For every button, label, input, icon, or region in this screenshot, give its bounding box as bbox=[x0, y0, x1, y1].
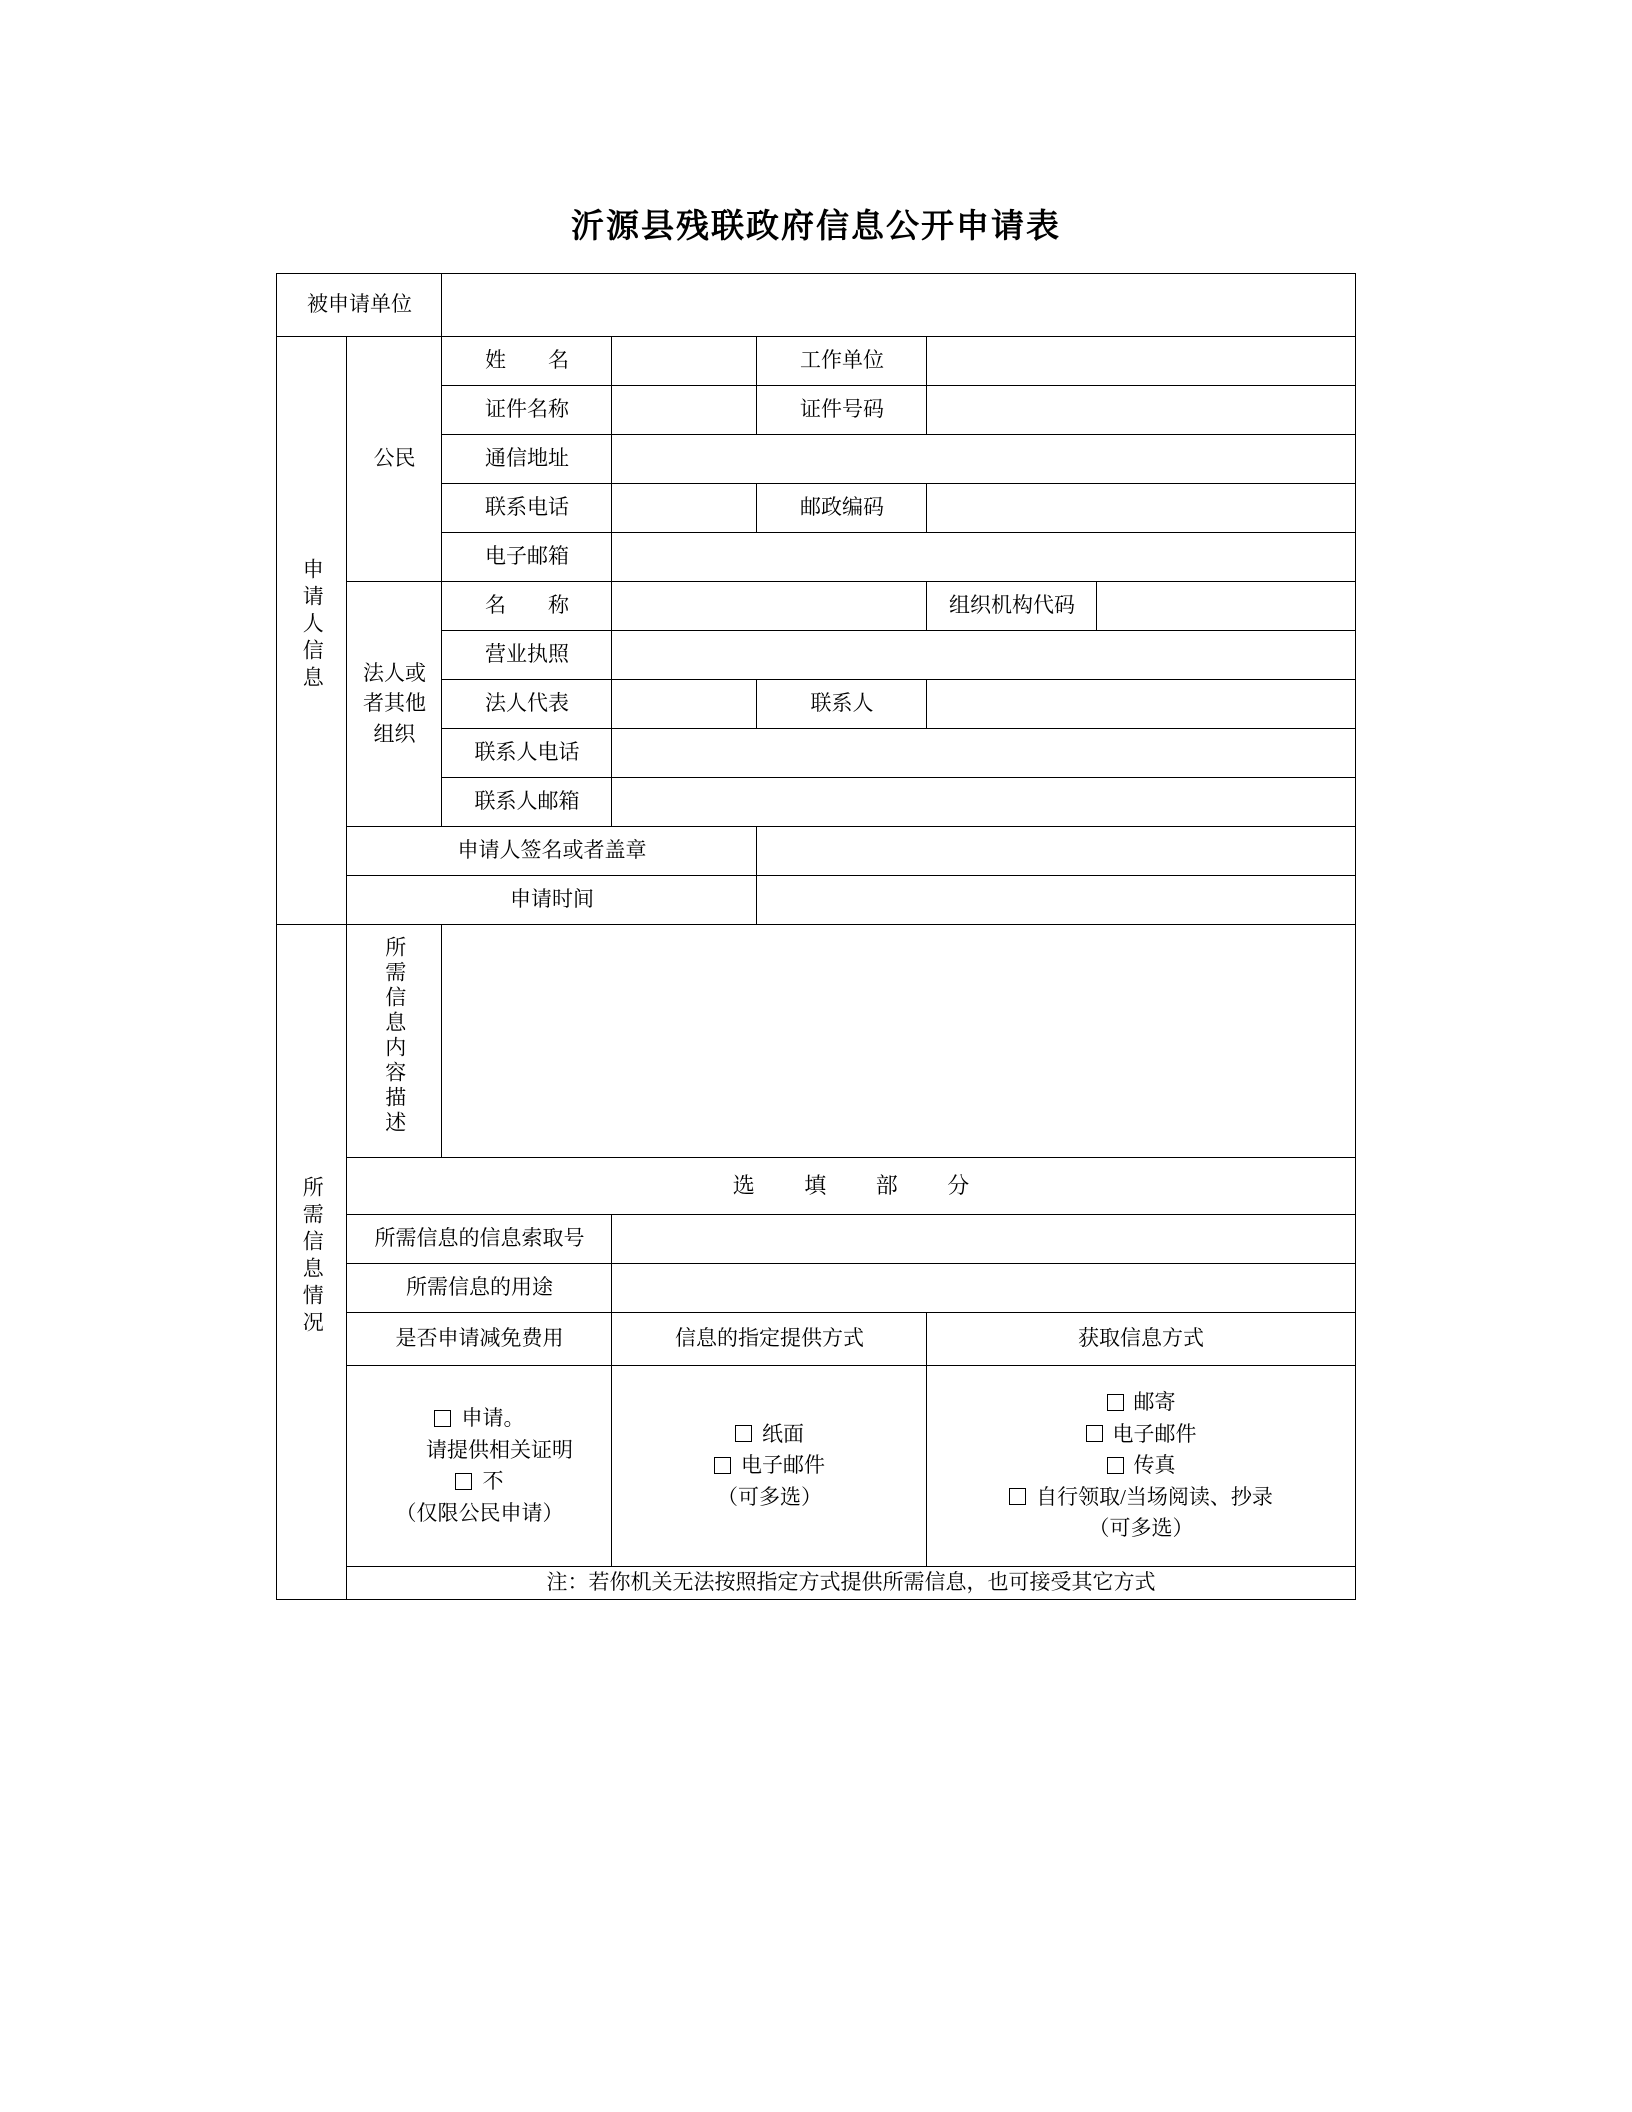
signature-label: 申请人签名或者盖章 bbox=[347, 827, 757, 876]
table-row bbox=[277, 1366, 1355, 1567]
fee-option-no[interactable]: 不 bbox=[353, 1466, 605, 1498]
table-row bbox=[277, 1158, 1355, 1215]
table-row bbox=[277, 827, 1355, 876]
checkbox-icon[interactable] bbox=[1009, 1488, 1026, 1505]
legal-contact-email-value[interactable] bbox=[612, 778, 1355, 827]
table-row bbox=[277, 1215, 1355, 1264]
table-row bbox=[277, 1313, 1355, 1366]
citizen-id-number-label: 证件号码 bbox=[757, 386, 927, 435]
index-no-value[interactable] bbox=[612, 1215, 1355, 1264]
legal-name-value[interactable] bbox=[612, 582, 927, 631]
citizen-phone-value[interactable] bbox=[612, 484, 757, 533]
information-disclosure-application-form bbox=[276, 273, 1355, 1600]
provide-option-email[interactable]: 电子邮件 bbox=[618, 1450, 920, 1482]
applied-unit-label: 被申请单位 bbox=[277, 274, 442, 337]
table-row bbox=[277, 1264, 1355, 1313]
citizen-postcode-value[interactable] bbox=[927, 484, 1355, 533]
citizen-postcode-label: 邮政编码 bbox=[757, 484, 927, 533]
page-title: 沂源县残联政府信息公开申请表 bbox=[571, 207, 1061, 244]
checkbox-icon[interactable] bbox=[714, 1457, 731, 1474]
legal-person-label: 法人或者其他组织 bbox=[347, 582, 442, 827]
apply-time-label: 申请时间 bbox=[347, 876, 757, 925]
citizen-name-label: 姓 名 bbox=[442, 337, 612, 386]
legal-contact-label: 联系人 bbox=[757, 680, 927, 729]
desc-label: 所需信息内容描述 bbox=[347, 925, 442, 1158]
legal-rep-value[interactable] bbox=[612, 680, 757, 729]
table-row bbox=[277, 1567, 1355, 1600]
legal-org-code-label: 组织机构代码 bbox=[927, 582, 1097, 631]
optional-section-title: 选 填 部 分 bbox=[347, 1158, 1355, 1215]
citizen-id-type-value[interactable] bbox=[612, 386, 757, 435]
fee-option-apply-note: 请提供相关证明 bbox=[425, 1437, 573, 1462]
obtain-column-header: 获取信息方式 bbox=[927, 1313, 1355, 1366]
legal-org-code-value[interactable] bbox=[1097, 582, 1355, 631]
citizen-label: 公民 bbox=[347, 337, 442, 582]
table-row bbox=[277, 925, 1355, 1158]
legal-license-label: 营业执照 bbox=[442, 631, 612, 680]
legal-contact-phone-label: 联系人电话 bbox=[442, 729, 612, 778]
checkbox-icon[interactable] bbox=[735, 1425, 752, 1442]
legal-contact-phone-value[interactable] bbox=[612, 729, 1355, 778]
legal-contact-email-label: 联系人邮箱 bbox=[442, 778, 612, 827]
applicant-info-label: 申请人信息 bbox=[277, 337, 347, 925]
obtain-options-group bbox=[927, 1366, 1355, 1567]
citizen-address-label: 通信地址 bbox=[442, 435, 612, 484]
provide-options-group bbox=[612, 1366, 927, 1567]
citizen-id-number-value[interactable] bbox=[927, 386, 1355, 435]
legal-rep-label: 法人代表 bbox=[442, 680, 612, 729]
legal-license-value[interactable] bbox=[612, 631, 1355, 680]
citizen-phone-label: 联系电话 bbox=[442, 484, 612, 533]
citizen-email-label: 电子邮箱 bbox=[442, 533, 612, 582]
citizen-email-value[interactable] bbox=[612, 533, 1355, 582]
apply-time-value[interactable] bbox=[757, 876, 1355, 925]
citizen-address-value[interactable] bbox=[612, 435, 1355, 484]
obtain-option-fax[interactable]: 传真 bbox=[933, 1450, 1348, 1482]
fee-column-header: 是否申请减免费用 bbox=[347, 1313, 612, 1366]
obtain-option-mail[interactable]: 邮寄 bbox=[933, 1387, 1348, 1419]
table-row bbox=[277, 582, 1355, 631]
citizen-id-type-label: 证件名称 bbox=[442, 386, 612, 435]
obtain-option-email[interactable]: 电子邮件 bbox=[933, 1419, 1348, 1451]
provide-option-paper[interactable]: 纸面 bbox=[618, 1419, 920, 1451]
checkbox-icon[interactable] bbox=[1107, 1394, 1124, 1411]
signature-value[interactable] bbox=[757, 827, 1355, 876]
checkbox-icon[interactable] bbox=[1107, 1457, 1124, 1474]
applied-unit-value[interactable] bbox=[442, 274, 1355, 337]
citizen-work-unit-value[interactable] bbox=[927, 337, 1355, 386]
citizen-name-value[interactable] bbox=[612, 337, 757, 386]
fee-option-apply[interactable]: 申请。 bbox=[353, 1403, 605, 1435]
table-row bbox=[277, 876, 1355, 925]
checkbox-icon[interactable] bbox=[434, 1410, 451, 1427]
checkbox-icon[interactable] bbox=[455, 1473, 472, 1490]
citizen-work-unit-label: 工作单位 bbox=[757, 337, 927, 386]
legal-name-label: 名 称 bbox=[442, 582, 612, 631]
desc-content-value[interactable] bbox=[442, 925, 1355, 1158]
fee-options-group bbox=[347, 1366, 612, 1567]
provide-option-multi-note: （可多选） bbox=[716, 1484, 822, 1509]
legal-contact-value[interactable] bbox=[927, 680, 1355, 729]
info-section-label: 所需信息情况 bbox=[277, 925, 347, 1600]
purpose-value[interactable] bbox=[612, 1264, 1355, 1313]
checkbox-icon[interactable] bbox=[1086, 1425, 1103, 1442]
table-row bbox=[277, 337, 1355, 386]
index-no-label: 所需信息的信息索取号 bbox=[347, 1215, 612, 1264]
provide-column-header: 信息的指定提供方式 bbox=[612, 1313, 927, 1366]
table-row bbox=[277, 274, 1355, 337]
obtain-option-multi-note: （可多选） bbox=[1088, 1516, 1194, 1541]
form-note: 注：若你机关无法按照指定方式提供所需信息，也可接受其它方式 bbox=[347, 1567, 1355, 1600]
obtain-option-self-pickup[interactable]: 自行领取/当场阅读、抄录 bbox=[933, 1482, 1348, 1514]
fee-option-limit-note: （仅限公民申请） bbox=[395, 1500, 564, 1525]
purpose-label: 所需信息的用途 bbox=[347, 1264, 612, 1313]
